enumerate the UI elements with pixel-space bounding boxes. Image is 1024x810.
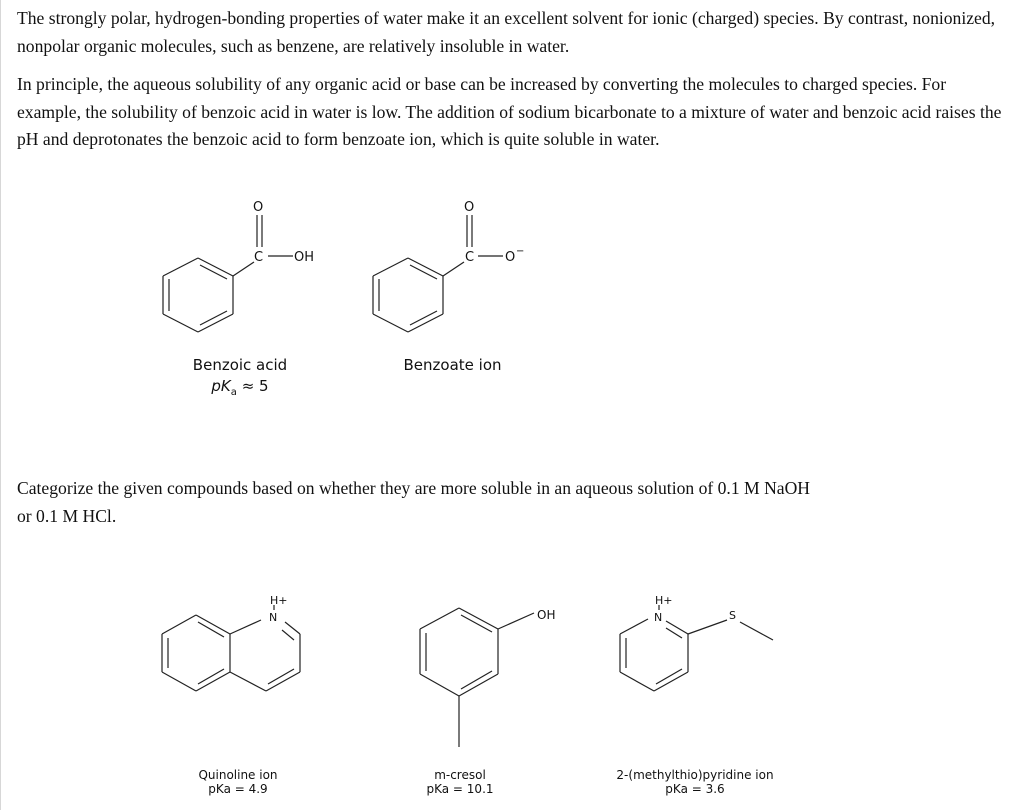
- bond-line: [410, 311, 437, 325]
- bond-line: [420, 608, 459, 629]
- benzoate-charge: −: [516, 246, 525, 257]
- methylthio-pyridine-ion-structure: [610, 590, 790, 710]
- bond-line: [198, 622, 224, 637]
- quinoline-atom-n: N: [269, 611, 278, 624]
- bond-line: [666, 621, 688, 634]
- pka-prefix: pK: [211, 377, 231, 395]
- m-cresol-atom-oh: OH: [537, 608, 556, 622]
- bond-line: [200, 311, 227, 325]
- benzoate-atom-o2: O: [505, 250, 516, 265]
- benzoate-atom-o: O: [464, 200, 475, 215]
- bond-line: [740, 622, 773, 640]
- pyridine-atom-s: S: [729, 609, 736, 622]
- benzoic-acid-pka: [180, 377, 300, 402]
- pka-value: ≈ 5: [241, 377, 269, 395]
- m-cresol-pka: pKa = 10.1: [426, 782, 494, 796]
- bond-line: [688, 620, 727, 634]
- bond-line: [498, 613, 534, 629]
- bond-line: [198, 669, 224, 684]
- benzoic-atom-oh: OH: [294, 250, 315, 265]
- bond-line: [373, 258, 408, 276]
- question-text: Categorize the given compounds based on whether they are more soluble in an aqueous solution of 0.1 M NaOH or 0.1 M HCl.: [17, 478, 810, 526]
- bond-line: [162, 672, 196, 691]
- bond-line: [373, 314, 408, 332]
- benzoic-acid-name: Benzoic acid: [192, 356, 288, 374]
- bond-line: [282, 630, 294, 640]
- bond-line: [656, 669, 682, 684]
- bond-line: [163, 314, 198, 332]
- methylthio-pyridine-ion-name: 2-(methylthio)pyridine ion: [616, 768, 774, 782]
- bond-line: [620, 672, 654, 691]
- bond-line: [200, 265, 227, 279]
- methylthio-pyridine-ion-pka: pKa = 3.6: [665, 782, 725, 796]
- bond-line: [459, 674, 498, 696]
- bond-line: [162, 615, 196, 634]
- pyridine-atom-n: N: [654, 611, 663, 624]
- intro-paragraph-2: In principle, the aqueous solubility of any organic acid or base can be increased by converting the molecules to charged species. For example, the solubility of benzoic acid in water is low. The addition of sodium bicarbonate to a mixture of water and benzoic acid raises the pH and deprotonates the benzoic acid to form benzoate ion, which is quite soluble in water.: [17, 74, 1002, 149]
- pka-subscript: a: [230, 387, 237, 398]
- bond-line: [620, 619, 648, 634]
- bond-line: [410, 265, 437, 279]
- quinoline-ion-name: Quinoline ion: [198, 768, 278, 782]
- bond-line: [230, 672, 266, 691]
- benzoic-atom-c: C: [254, 250, 264, 265]
- bond-line: [233, 262, 254, 276]
- benzoic-atom-o: O: [253, 200, 264, 215]
- benzoate-atom-c: C: [465, 250, 475, 265]
- intro-paragraph-1: The strongly polar, hydrogen-bonding properties of water make it an excellent solvent for ionic (charged) species. By contrast, nonionized, nonpolar organic molecules, such as benzene, are relatively insoluble in water.: [17, 8, 996, 56]
- quinoline-atom-h: H+: [270, 594, 288, 607]
- m-cresol-name: m-cresol: [434, 768, 486, 782]
- benzoic-acid-structure: [150, 190, 330, 350]
- benzoate-name: Benzoate ion: [403, 356, 502, 374]
- bond-line: [230, 620, 261, 634]
- bond-line: [163, 258, 198, 276]
- benzoate-structure: [360, 190, 540, 350]
- bond-line: [285, 622, 300, 634]
- left-border: [0, 0, 1, 810]
- quinoline-ion-structure: [150, 590, 330, 710]
- pyridine-atom-h: H+: [655, 594, 673, 607]
- quinoline-ion-pka: pKa = 4.9: [208, 782, 268, 796]
- bond-line: [420, 674, 459, 696]
- bond-line: [459, 608, 498, 629]
- bond-line: [268, 669, 294, 684]
- bond-line: [443, 262, 464, 276]
- m-cresol-structure: [410, 590, 590, 760]
